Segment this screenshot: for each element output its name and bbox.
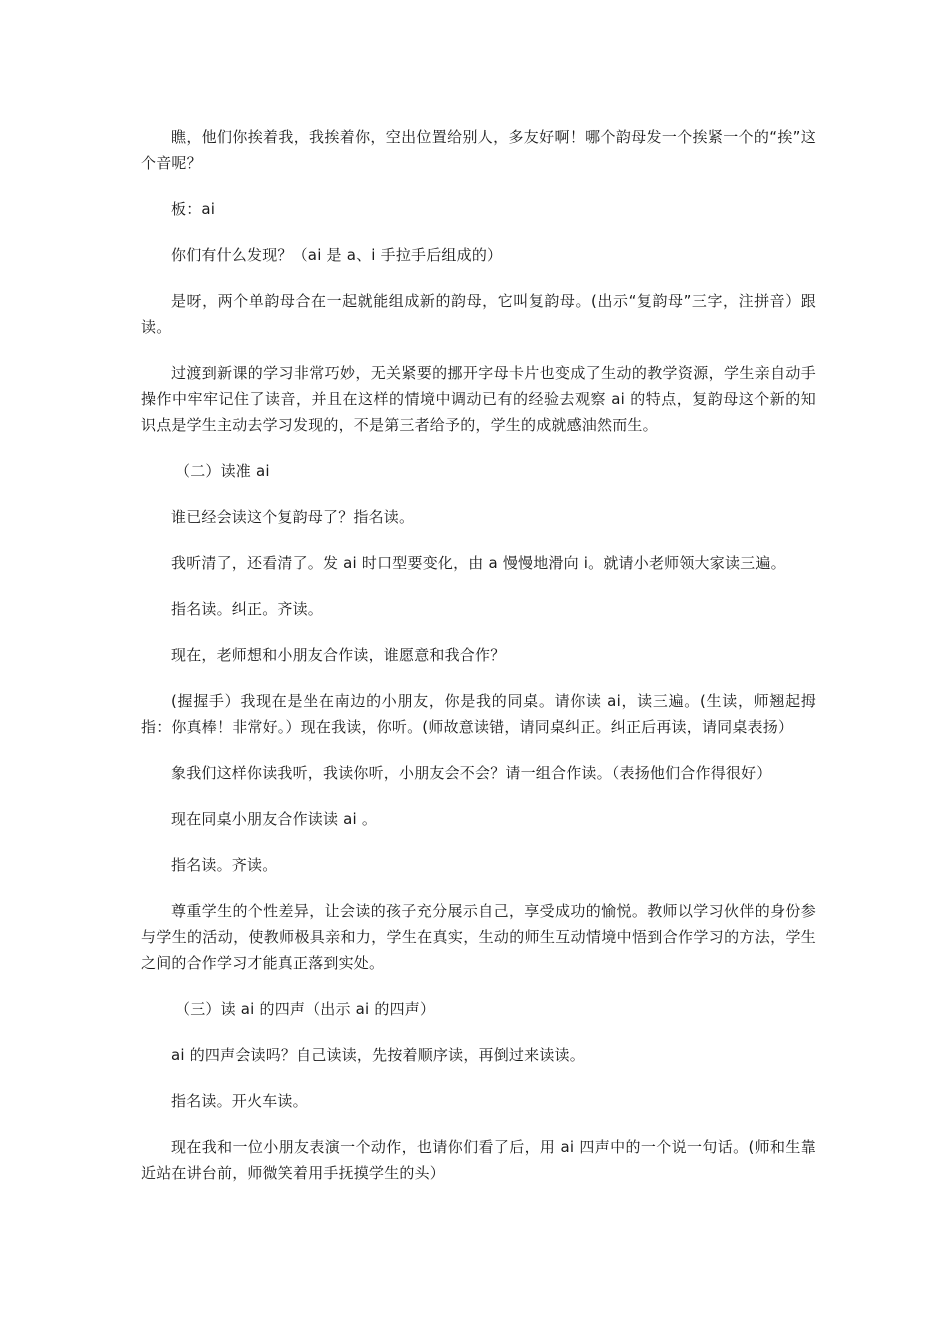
paragraph-4: 是呀，两个单韵母合在一起就能组成新的韵母，它叫复韵母。(出示“复韵母”三字，注拼音）跟读。 bbox=[141, 292, 816, 336]
paragraph-17: ai 的四声会读吗？自己读读，先按着顺序读，再倒过来读读。 bbox=[171, 1046, 585, 1064]
document-body bbox=[141, 124, 816, 1206]
paragraph-12: 象我们这样你读我听，我读你听，小朋友会不会？请一组合作读。（表扬他们合作得很好） bbox=[171, 764, 772, 782]
paragraph-3: 你们有什么发现？（ai 是 a、i 手拉手后组成的） bbox=[171, 246, 503, 264]
paragraph-11: (握握手）我现在是坐在南边的小朋友，你是我的同桌。请你读 ai，读三遍。(生读，师翘起拇指：你真棒！非常好。）现在我读，你听。(师故意读错，请同桌纠正。纠正后再读，请同桌表扬） bbox=[141, 692, 816, 736]
paragraph-8: 我听清了，还看清了。发 ai 时口型要变化，由 a 慢慢地滑向 i。就请小老师领大家读三遍。 bbox=[171, 554, 786, 572]
paragraph-2: 板：ai bbox=[171, 200, 216, 218]
paragraph-18: 指名读。开火车读。 bbox=[171, 1092, 308, 1110]
section-heading-2: （二）读准 ai bbox=[175, 462, 270, 480]
paragraph-15: 尊重学生的个性差异，让会读的孩子充分展示自己，享受成功的愉悦。教师以学习伙伴的身份参与学生的活动，使教师极具亲和力，学生在真实，生动的师生互动情境中悟到合作学习的方法，学生之间的合作学习才能真正落到实处。 bbox=[141, 902, 816, 972]
paragraph-1: 瞧，他们你挨着我，我挨着你，空出位置给别人，多友好啊！哪个韵母发一个挨紧一个的“挨”这个音呢？ bbox=[141, 128, 816, 172]
paragraph-19: 现在我和一位小朋友表演一个动作，也请你们看了后，用 ai 四声中的一个说一句话。(师和生靠近站在讲台前，师微笑着用手抚摸学生的头） bbox=[141, 1138, 816, 1182]
paragraph-9: 指名读。纠正。齐读。 bbox=[171, 600, 324, 618]
section-heading-3: （三）读 ai 的四声（出示 ai 的四声） bbox=[175, 1000, 436, 1018]
paragraph-7: 谁已经会读这个复韵母了？指名读。 bbox=[171, 508, 415, 526]
paragraph-14: 指名读。齐读。 bbox=[171, 856, 278, 874]
paragraph-13: 现在同桌小朋友合作读读 ai 。 bbox=[171, 810, 378, 828]
paragraph-5: 过渡到新课的学习非常巧妙，无关紧要的挪开字母卡片也变成了生动的教学资源，学生亲自动手操作中牢牢记住了读音，并且在这样的情境中调动已有的经验去观察 ai 的特点，复韵母这个新的知识点是学生主动去学习发现的，不是第三者给予的，学生的成就感油然而生。 bbox=[141, 364, 816, 434]
paragraph-10: 现在，老师想和小朋友合作读，谁愿意和我合作？ bbox=[171, 646, 506, 664]
